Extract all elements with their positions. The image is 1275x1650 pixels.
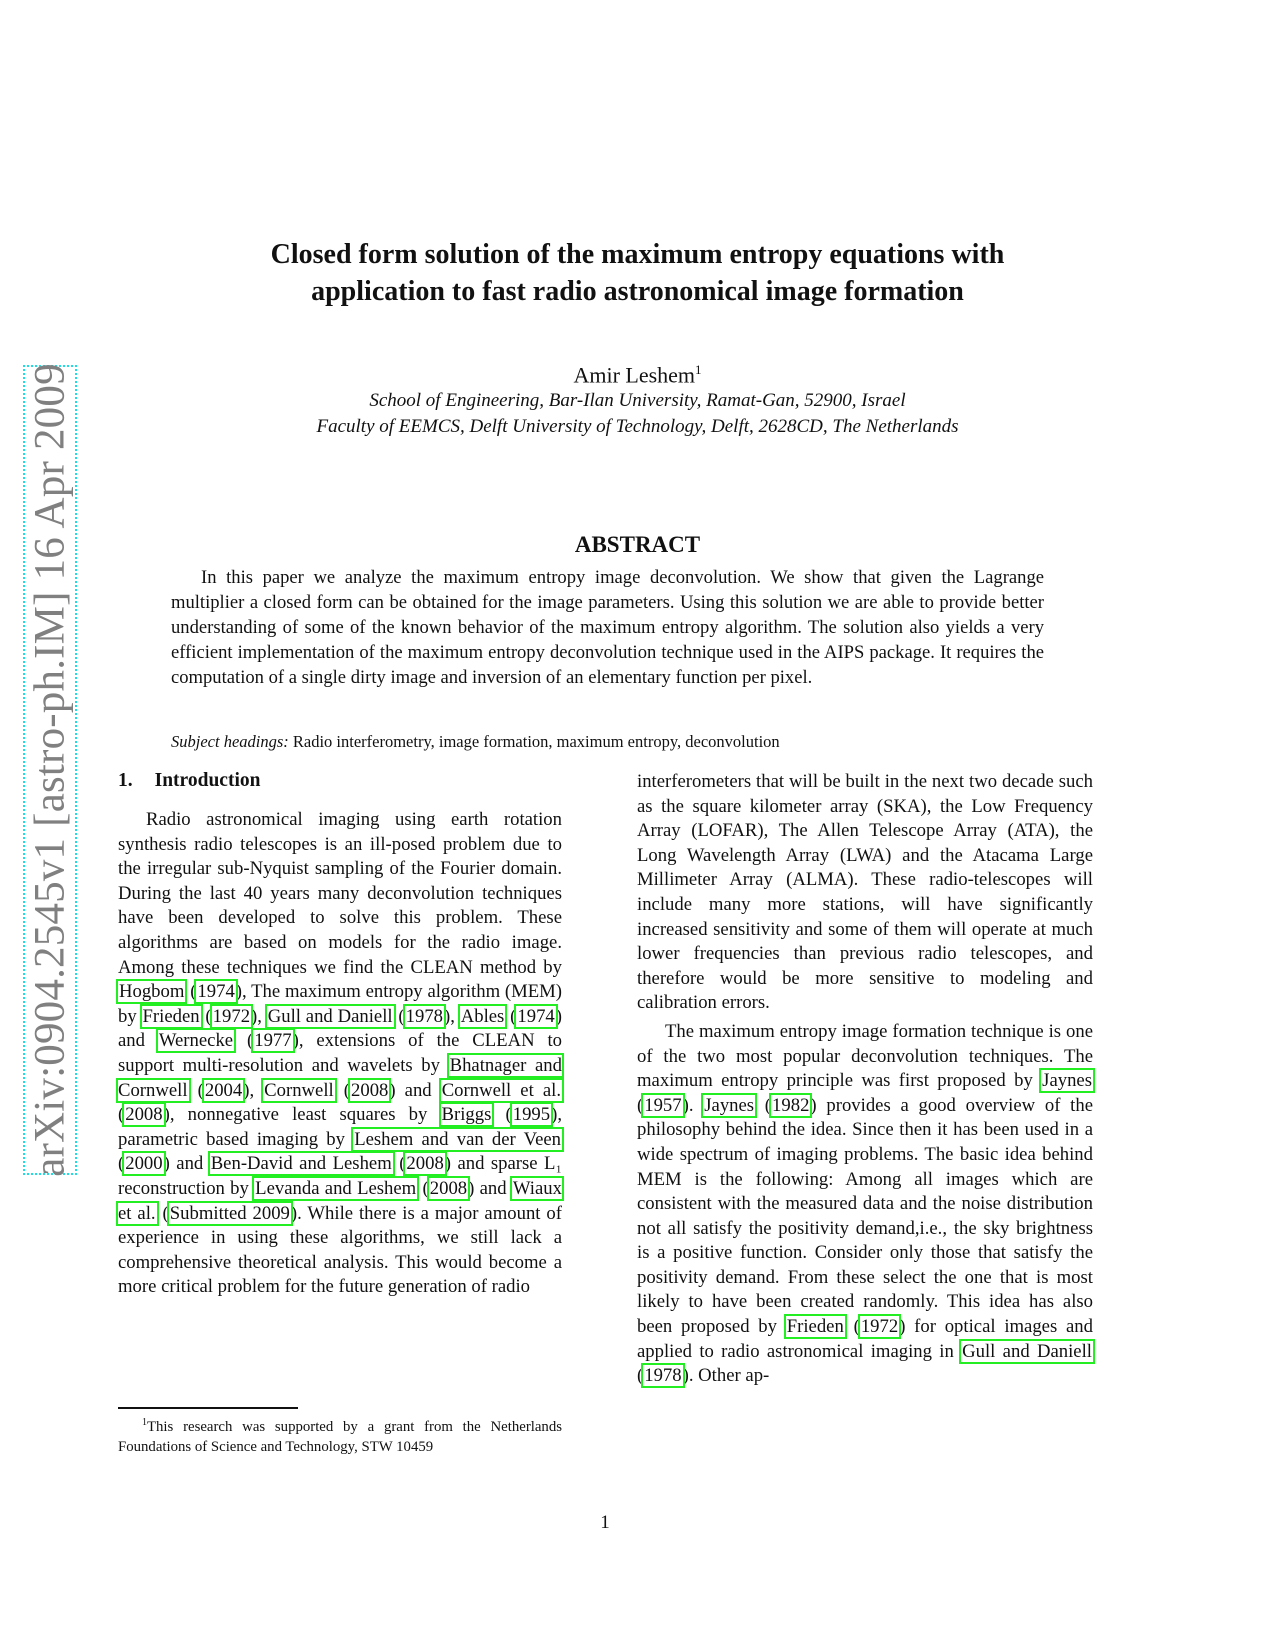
citation-link[interactable]: Bhatnager and Cornwell <box>118 1054 562 1101</box>
text: ), nonnegative least squares by <box>163 1104 441 1126</box>
text: ) and sparse L₁ reconstruction by <box>118 1153 562 1199</box>
text: ), <box>251 1005 267 1027</box>
intro-paragraph-1: Radio astronomical imaging using earth rotation synthesis radio telescopes is an ill-posed problem due to the irregular sub-Nyquist sampling of the Fourier domain. During the last 40 years many deconvolution techniques have been developed to solve this problem. These algorithms are based on models for the radio image. Among these techniques we find the CLEAN method by Hogbom (1974), The maximum entropy algorithm (MEM) by Frieden (1972), Gull and Daniell (1978), Ables (1974) and Wernecke (1977), extensions of the CLEAN to support multi-resolution and wavelets by Bhatnager and Cornwell (2004), Cornwell (2008) and Cornwell et al. (2008), nonnegative least squares by Briggs (1995), parametric based imaging by Leshem and van der Veen (2000) and Ben-David and Leshem (2008) and sparse L₁ reconstruction by Levanda and Leshem (2008) and Wiaux et al. (Submitted 2009). While there is a major amount of experience in using these algorithms, we still lack a comprehensive theoretical analysis. This would become a more critical problem for the future generation of radio <box>118 809 563 1298</box>
text: ) and <box>468 1177 512 1199</box>
citation-year-link[interactable]: 1978 <box>405 1005 444 1027</box>
citation-year-link[interactable]: 1974 <box>197 981 235 1003</box>
text: ), <box>444 1005 460 1027</box>
intro-paragraph-2: The maximum entropy image formation technique is one of the two most popular deconvolution techniques. The maximum entropy principle was first proposed by Jaynes (1957). Jaynes (1982) provides a good overview of the philosophy behind the idea. Since then it has been used in a wide spectrum of imaging problems. The basic idea behind MEM is the following: Among all images which are consistent with the measured data and the noise distribution not all satisfy the positivity demand,i.e., the sky brightness is a positive function. Consider only those that satisfy the positivity demand. From these select the one that is most likely to have been created randomly. This idea has also been proposed by Frieden (1972) for optical images and applied to radio astronomical imaging in Gull and Daniell (1978). Other ap- <box>637 1020 1093 1387</box>
title-line-1: Closed form solution of the maximum entropy equations with <box>270 239 1005 270</box>
text: The maximum entropy image formation technique is one of the two most popular deconvolution techniques. The maximum entropy principle was first proposed by <box>637 1020 1093 1092</box>
citation-link[interactable]: Cornwell et al. <box>441 1079 561 1101</box>
footnote-divider <box>118 1407 298 1409</box>
author-footnote-mark[interactable]: 1 <box>695 362 702 377</box>
text: ). Other ap- <box>682 1365 770 1387</box>
citation-link[interactable]: Wiaux et al. <box>118 1177 562 1224</box>
right-column <box>637 770 1093 1389</box>
arxiv-stamp[interactable]: arXiv:0904.2545v1 [astro-ph.IM] 16 Apr 2009 <box>26 363 74 1177</box>
text: ). While there is a major amount of experience in using these algorithms, we still lack a comprehensive theoretical analysis. This would become a more critical problem for the future generation of radio <box>118 1202 562 1298</box>
page-number: 1 <box>600 1512 610 1533</box>
citation-link[interactable]: Hogbom <box>119 981 185 1003</box>
section-title: Introduction <box>154 770 261 791</box>
citation-link[interactable]: Gull and Daniell <box>267 1005 393 1027</box>
citation-year-link[interactable]: 1974 <box>517 1005 555 1027</box>
citation-year-link[interactable]: 2008 <box>429 1177 468 1199</box>
section-number: 1. <box>118 770 133 791</box>
intro-paragraph-1-continued: interferometers that will be built in the next two decade such as the square kilometer array (SKA), the Low Frequency Array (LOFAR), The Allen Telescope Array (ATA), the Long Wavelength Array (LWA) and the Atacama Large Millimeter Array (ALMA). These radio-telescopes will include many more stations, will have significantly increased sensitivity and some of them will operate at much lower frequencies than previous radio telescopes, and therefore would be more sensitive to modeling and calibration errors. <box>637 771 1093 1014</box>
footnote <box>118 1413 562 1457</box>
subject-text: Radio interferometry, image formation, maximum entropy, deconvolution <box>292 732 780 751</box>
citation-year-link[interactable]: 1982 <box>772 1094 810 1116</box>
subject-headings <box>171 732 1071 752</box>
citation-link[interactable]: Levanda and Leshem <box>255 1177 417 1199</box>
citation-year-link[interactable]: 2008 <box>351 1079 389 1101</box>
subject-label: Subject headings: <box>171 732 289 751</box>
citation-link[interactable]: Cornwell <box>264 1079 334 1101</box>
text: ), extensions of the CLEAN to support multi-resolution and wavelets by <box>118 1030 562 1076</box>
author <box>100 362 1175 388</box>
citation-link[interactable]: Leshem and van der Veen <box>354 1128 561 1150</box>
text: Radio astronomical imaging using earth rotation synthesis radio telescopes is an ill-posed problem due to the irregular sub-Nyquist sampling of the Fourier domain. During the last 40 years many deconvolution techniques have been developed to solve this problem. These algorithms are based on models for the radio image. Among these techniques we find the CLEAN method by <box>118 809 562 978</box>
title-line-2: application to fast radio astronomical image formation <box>311 276 964 307</box>
citation-link[interactable]: Jaynes <box>1042 1070 1092 1092</box>
paper-title <box>100 236 1175 310</box>
citation-year-link[interactable]: Submitted 2009 <box>169 1202 290 1224</box>
citation-year-link[interactable]: 1972 <box>212 1005 251 1027</box>
text: ). <box>682 1094 704 1116</box>
footnote-body <box>118 1413 562 1457</box>
citation-year-link[interactable]: 1995 <box>512 1104 551 1126</box>
author-name: Amir Leshem <box>573 362 696 388</box>
citation-year-link[interactable]: 1972 <box>860 1316 899 1338</box>
citation-link[interactable]: Wernecke <box>158 1030 234 1052</box>
text: ) provides a good overview of the philosophy behind the idea. Since then it has been used in a wide spectrum of imaging problems. The basic idea behind MEM is the following: Among all images which are consistent with the measured data and the noise distribution not all satisfy the positivity demand,i.e., the sky brightness is a positive function. Consider only those that satisfy the positivity demand. From these select the one that is most likely to have been created randomly. This idea has also been proposed by <box>637 1094 1093 1338</box>
citation-link[interactable]: Gull and Daniell <box>962 1340 1092 1362</box>
section-heading-introduction <box>118 770 260 792</box>
affiliation-2: Faculty of EEMCS, Delft University of Technology, Delft, 2628CD, The Netherlands <box>316 416 959 437</box>
arxiv-stamp-box <box>23 365 77 1175</box>
text: ) and <box>118 1005 562 1052</box>
citation-year-link[interactable]: 1977 <box>254 1030 292 1052</box>
citation-year-link[interactable]: 2000 <box>125 1153 163 1175</box>
footnote-text: This research was supported by a grant from the Netherlands Foundations of Science and Technology, STW 10459 <box>118 1418 562 1455</box>
citation-year-link[interactable]: 2008 <box>406 1153 444 1175</box>
text: ) and <box>163 1153 210 1175</box>
text: ), The maximum entropy algorithm (MEM) by <box>118 981 562 1027</box>
citation-year-link[interactable]: 1957 <box>644 1094 682 1116</box>
citation-link[interactable]: Briggs <box>441 1104 492 1126</box>
affiliation-1: School of Engineering, Bar-Ilan University, Ramat-Gan, 52900, Israel <box>369 390 906 411</box>
left-column <box>118 808 562 1300</box>
citation-link[interactable]: Ben-David and Leshem <box>210 1153 392 1175</box>
text: ), parametric based imaging by <box>118 1104 563 1150</box>
citation-year-link[interactable]: 2004 <box>204 1079 243 1101</box>
citation-link[interactable]: Frieden <box>142 1005 200 1027</box>
abstract-text: In this paper we analyze the maximum entropy image deconvolution. We show that given the Lagrange multiplier a closed form can be obtained for the image parameters. Using this solution we are able to provide better understanding of some of the known behavior of the maximum entropy algorithm. The solution also yields a very efficient implementation of the maximum entropy deconvolution technique used in the AIPS package. It requires the computation of a single dirty image and inversion of an elementary function per pixel. <box>171 567 1044 688</box>
citation-link[interactable]: Ables <box>460 1005 505 1027</box>
citation-link[interactable]: Jaynes <box>704 1094 755 1116</box>
footnote-mark: 1 <box>142 1417 147 1428</box>
text: ), <box>243 1079 264 1101</box>
citation-year-link[interactable]: 1978 <box>644 1365 682 1387</box>
text: ) for optical images and applied to radio astronomical imaging in <box>637 1316 1093 1362</box>
text: ) and <box>389 1079 441 1101</box>
citation-year-link[interactable]: 2008 <box>125 1104 163 1126</box>
abstract-heading: ABSTRACT <box>574 532 701 557</box>
citation-link[interactable]: Frieden <box>786 1316 844 1338</box>
